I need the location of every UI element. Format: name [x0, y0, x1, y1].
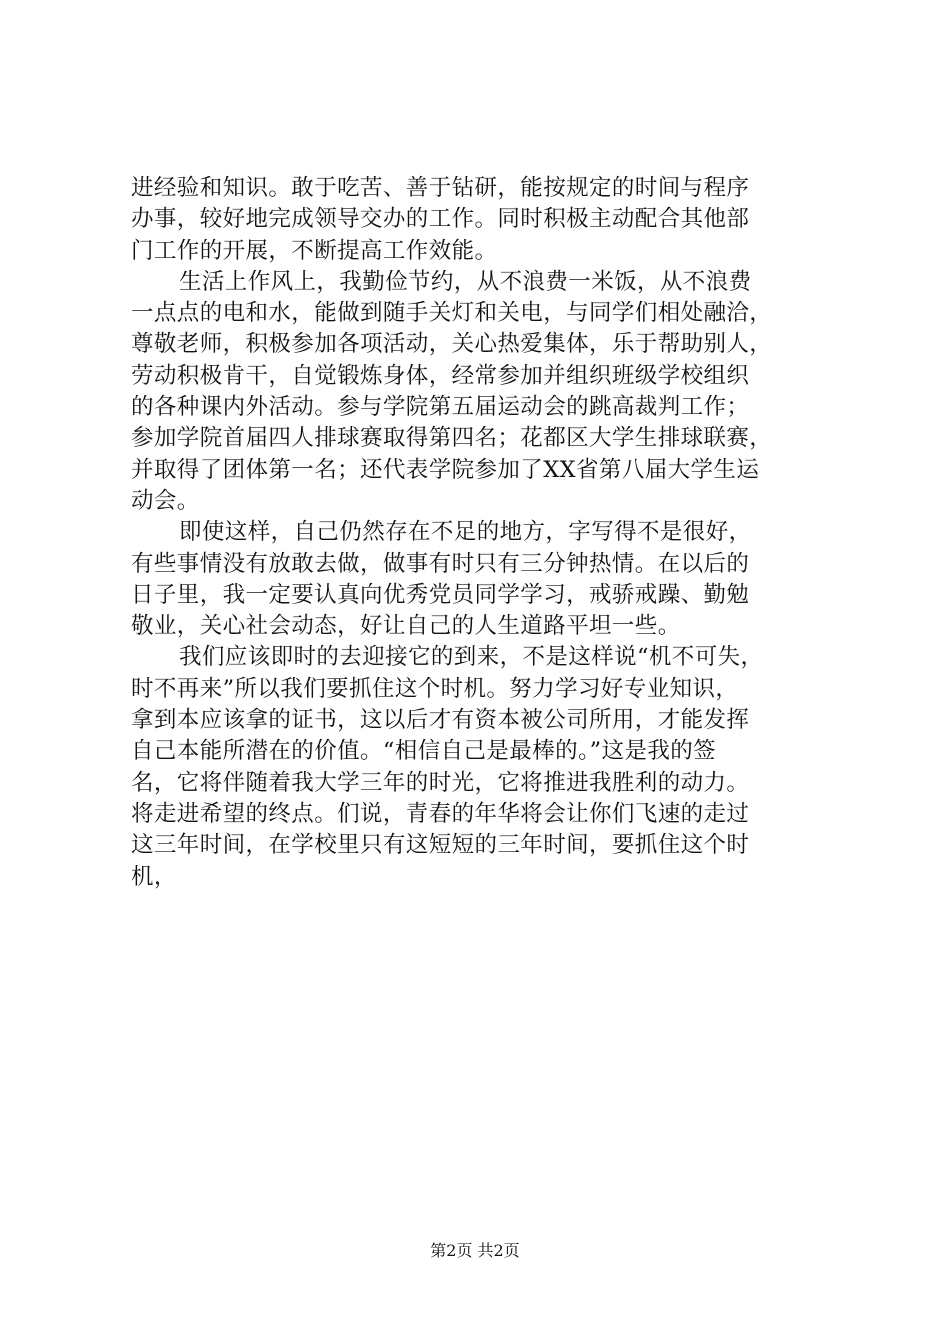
body-line: 时不再来”所以我们要抓住这个时机。努力学习好专业知识， [131, 675, 739, 702]
paragraph-start-line: 即使这样，自己仍然存在不足的地方，字写得不是很好， [179, 519, 752, 546]
body-line: 有些事情没有放敢去做，做事有时只有三分钟热情。在以后的 [131, 550, 750, 577]
paragraph-start-line: 我们应该即时的去迎接它的到来，不是这样说“机不可失， [179, 644, 764, 671]
body-line: 名，它将伴随着我大学三年的时光，它将推进我胜利的动力。 [131, 769, 750, 796]
body-line: 这三年时间，在学校里只有这短短的三年时间，要抓住这个时 [131, 832, 750, 859]
page-indicator: 第2页 共2页 [430, 1241, 520, 1260]
body-line: 拿到本应该拿的证书，这以后才有资本被公司所用，才能发挥 [131, 707, 750, 734]
body-line: 进经验和知识。敢于吃苦、善于钻研，能按规定的时间与程序 [131, 175, 750, 201]
body-line: 办事，较好地完成领导交办的工作。同时积极主动配合其他部 [131, 206, 750, 233]
body-line: 一点点的电和水，能做到随手关灯和关电，与同学们相处融洽， [131, 300, 773, 327]
body-line: 门工作的开展，不断提高工作效能。 [131, 237, 498, 264]
body-line: 动会。 [131, 487, 200, 514]
body-line: 自己本能所潜在的价值。“相信自己是最棒的。”这是我的签 [131, 738, 717, 765]
body-line: 机， [131, 863, 177, 890]
body-line: 的各种课内外活动。参与学院第五届运动会的跳高裁判工作； [131, 394, 750, 421]
body-line: 参加学院首届四人排球赛取得第四名；花都区大学生排球联赛， [131, 425, 773, 452]
body-line: 敬业，关心社会动态，好让自己的人生道路平坦一些。 [131, 613, 681, 640]
body-line: 劳动积极肯干，自觉锻炼身体，经常参加并组织班级学校组织 [131, 362, 750, 389]
body-line: 将走进希望的终点。们说，青春的年华将会让你们飞速的走过 [131, 800, 750, 827]
body-line: 并取得了团体第一名；还代表学院参加了XX省第八届大学生运 [131, 456, 760, 483]
paragraph-start-line: 生活上作风上，我勤俭节约，从不浪费一米饭，从不浪费 [179, 268, 752, 295]
document-body [131, 173, 823, 893]
body-line: 尊敬老师，积极参加各项活动，关心热爱集体，乐于帮助别人， [131, 331, 773, 358]
body-line: 日子里，我一定要认真向优秀党员同学学习，戒骄戒躁、勤勉 [131, 581, 750, 608]
